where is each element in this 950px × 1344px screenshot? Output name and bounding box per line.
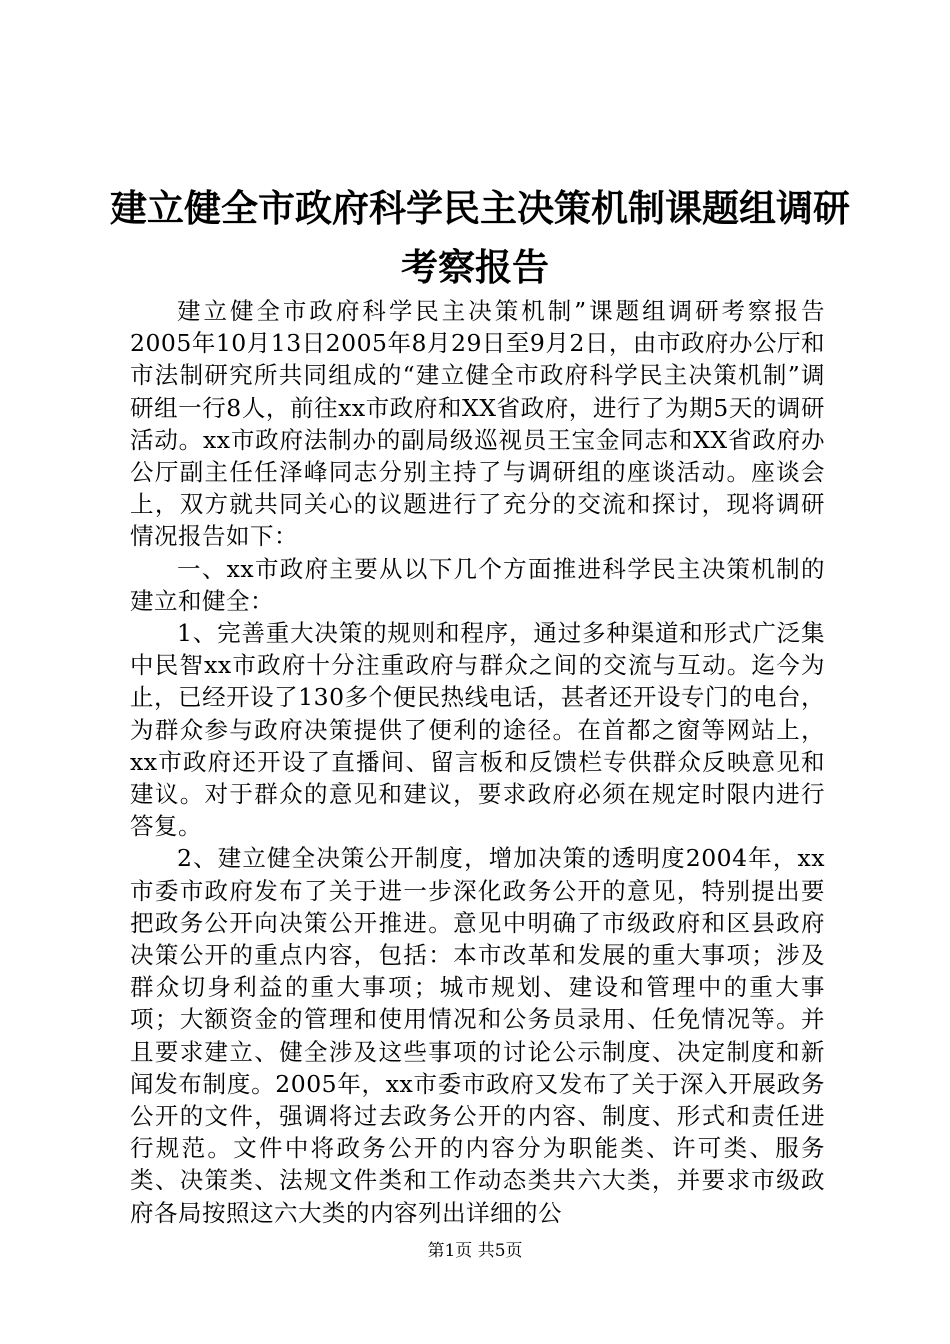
page-number-footer: 第1页 共5页 (427, 1241, 523, 1261)
paragraph-item-one: 1、完善重大决策的规则和程序，通过多种渠道和形式广泛集中民智xx市政府十分注重政府与群众之间的交流与互动。迄今为止，已经开设了130多个便民热线电话，甚者还开设专门的电台，为群众参与政府决策提供了便利的途径。在首都之窗等网站上，xx市政府还开设了直播间、留言板和反馈栏专供群众反映意见和建议。对于群众的意见和建议，要求政府必须在规定时限内进行答复。 (130, 619, 825, 841)
paragraph-intro: 建立健全市政府科学民主决策机制”课题组调研考察报告2005年10月13日2005年8月29日至9月2日，由市政府办公厅和市法制研究所共同组成的“建立健全市政府科学民主决策机制”调研组一行8人，前往xx市政府和XX省政府，进行了为期5天的调研活动。xx市政府法制办的副局级巡视员王宝金同志和XX省政府办公厅副主任任泽峰同志分别主持了与调研组的座谈活动。座谈会上，双方就共同关心的议题进行了充分的交流和探讨，现将调研情况报告如下： (130, 297, 825, 551)
document-title-line-2: 考察报告 (401, 245, 549, 289)
paragraph-section-one-heading: 一、xx市政府主要从以下几个方面推进科学民主决策机制的建立和健全： (130, 554, 825, 615)
document-body (130, 295, 825, 1229)
document-title-line-1: 建立健全市政府科学民主决策机制课题组调研 (110, 186, 850, 230)
paragraph-item-two: 2、建立健全决策公开制度，增加决策的透明度2004年，xx市委市政府发布了关于进一步深化政务公开的意见，特别提出要把政务公开向决策公开推进。意见中明确了市级政府和区县政府决策公开的重点内容，包括：本市改革和发展的重大事项；涉及群众切身利益的重大事项；城市规划、建设和管理中的重大事项；大额资金的管理和使用情况和公务员录用、任免情况等。并且要求建立、健全涉及这些事项的讨论公示制度、决定制度和新闻发布制度。2005年，xx市委市政府又发布了关于深入开展政务公开的文件，强调将过去政务公开的内容、制度、形式和责任进行规范。文件中将政务公开的内容分为职能类、许可类、服务类、决策类、法规文件类和工作动态类共六大类，并要求市级政府各局按照这六大类的内容列出详细的公 (130, 844, 825, 1227)
